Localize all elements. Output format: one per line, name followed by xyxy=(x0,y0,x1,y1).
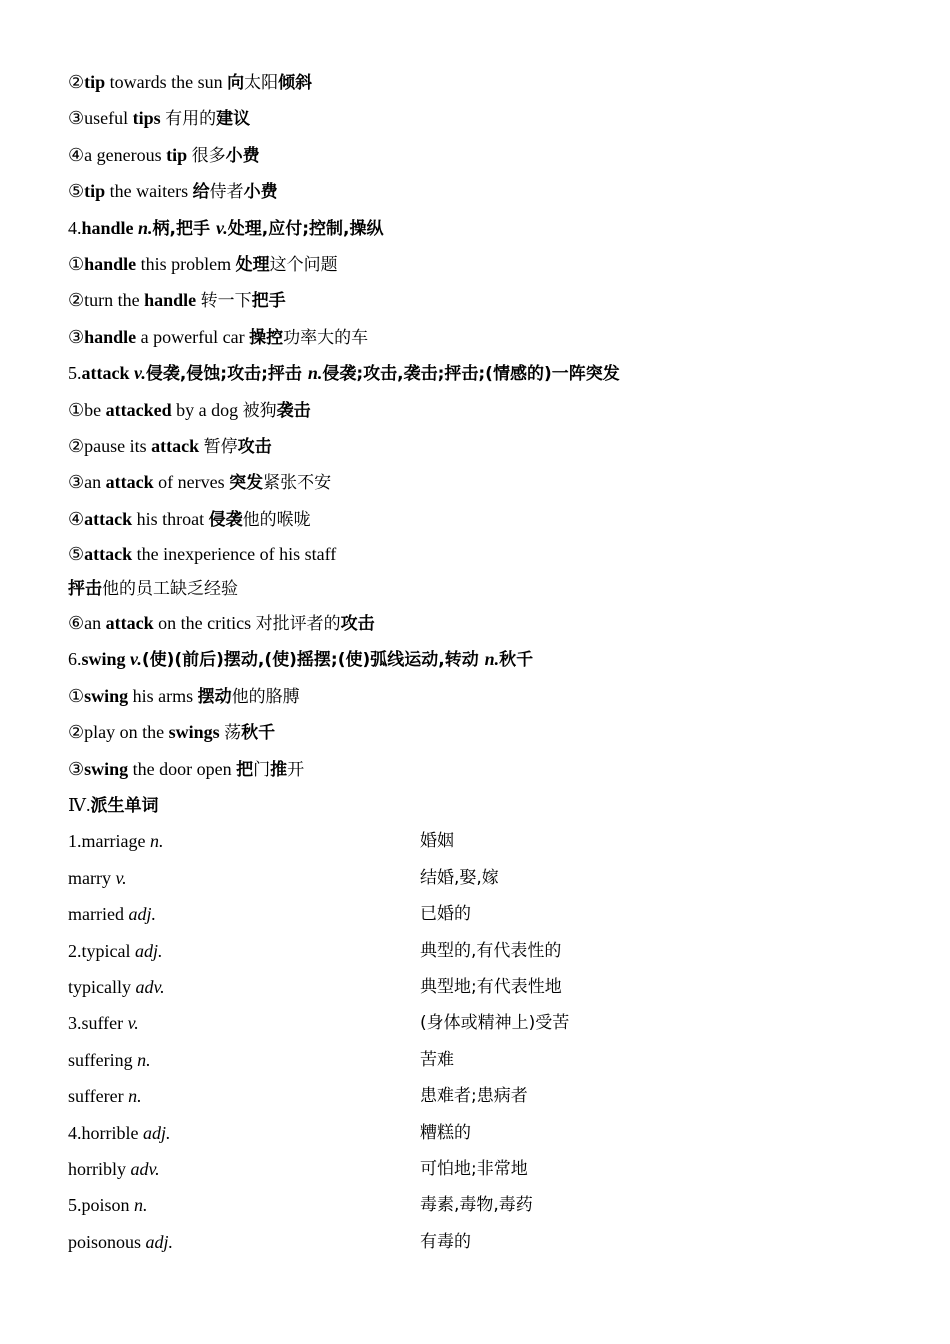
part-of-speech: adv. xyxy=(130,1158,160,1179)
derivative-meaning: 毒素,毒物,毒药 xyxy=(420,1195,533,1216)
text-run: 开 xyxy=(287,759,305,780)
text-run: 5. xyxy=(68,363,82,384)
text-run: 袭击 xyxy=(276,400,311,421)
text-run: 他的喉咙 xyxy=(242,509,311,530)
derivative-word: 4.horrible xyxy=(68,1122,143,1143)
text-line xyxy=(68,355,888,391)
text-run: 这个问题 xyxy=(269,254,338,275)
derivative-word: poisonous xyxy=(68,1231,146,1252)
derivative-row xyxy=(68,1042,888,1078)
text-run: ② xyxy=(68,72,85,92)
text-line xyxy=(68,678,888,714)
text-run: the waiters xyxy=(105,181,193,202)
text-run: 倾斜 xyxy=(278,73,313,93)
text-run: 操控 xyxy=(249,327,284,348)
text-line xyxy=(68,464,888,500)
derivative-row xyxy=(68,1187,888,1223)
text-line xyxy=(68,246,888,282)
text-run: 小费 xyxy=(243,182,278,203)
text-line xyxy=(68,428,888,464)
text-run: v. xyxy=(134,363,146,384)
text-run: 处理,应付;控制,操纵 xyxy=(227,218,384,239)
part-of-speech: n. xyxy=(134,1195,148,1216)
text-run: 小费 xyxy=(225,145,260,166)
text-run: n. xyxy=(307,363,323,384)
derivative-meaning: 糟糕的 xyxy=(420,1122,471,1143)
text-run: n. xyxy=(138,217,153,238)
text-run: 处理 xyxy=(235,254,270,275)
text-run: n. xyxy=(484,649,500,670)
text-run: on the critics xyxy=(153,613,256,634)
text-run: v. xyxy=(130,649,142,670)
text-run: attack xyxy=(151,435,200,456)
text-run: swing xyxy=(81,649,131,670)
text-run: 秋千 xyxy=(499,650,534,671)
text-run: tips xyxy=(132,108,161,129)
text-run: attack xyxy=(105,613,154,634)
text-run: ⑤ xyxy=(68,181,85,202)
text-run: attack xyxy=(84,508,133,529)
text-run: 6. xyxy=(68,649,82,670)
derivative-row xyxy=(68,1224,888,1260)
text-run: 突发 xyxy=(229,473,264,494)
derivative-row xyxy=(68,896,888,932)
part-of-speech: n. xyxy=(128,1086,142,1107)
text-run: attack xyxy=(81,363,134,384)
text-line xyxy=(68,501,888,537)
text-run: 转一下 xyxy=(200,291,252,312)
text-run: 侵袭;攻击,袭击;抨击;(情感的)一阵突发 xyxy=(322,364,620,385)
derivative-word: sufferer xyxy=(68,1086,129,1107)
text-run: by a dog xyxy=(171,399,243,420)
text-run: ③an xyxy=(68,472,106,493)
text-run: 攻击 xyxy=(340,614,375,635)
text-run: Ⅳ. xyxy=(68,795,91,816)
derivative-word: 5.poison xyxy=(68,1195,135,1216)
derivative-meaning: 婚姻 xyxy=(420,831,454,852)
text-run: ③useful xyxy=(68,108,133,129)
text-run: 柄,把手 xyxy=(152,218,216,239)
text-run: 暂停 xyxy=(203,436,238,457)
text-run: 给 xyxy=(192,182,210,203)
text-run: 把手 xyxy=(251,291,286,312)
derivative-row xyxy=(68,860,888,896)
derivative-meaning: 患难者;患病者 xyxy=(420,1086,528,1107)
text-run: ③ xyxy=(68,758,85,779)
text-run: 荡 xyxy=(224,723,242,744)
derivative-word-table xyxy=(68,823,888,1260)
text-run: the door open xyxy=(128,758,237,779)
text-run: the inexperience of his staff xyxy=(132,544,337,565)
text-run: a powerful car xyxy=(136,326,250,347)
text-run: 很多 xyxy=(191,145,226,166)
text-line xyxy=(68,173,888,209)
text-run: attacked xyxy=(105,399,172,420)
derivative-row xyxy=(68,823,888,859)
part-of-speech: adj. xyxy=(145,1231,174,1252)
text-line xyxy=(68,537,888,571)
text-line xyxy=(68,605,888,641)
derivative-row xyxy=(68,1151,888,1187)
text-run: ②play on the xyxy=(68,722,169,743)
text-run: ① xyxy=(68,253,85,274)
text-run: attack xyxy=(105,472,154,493)
text-run: 抨击 xyxy=(68,579,102,600)
text-run: 功率大的车 xyxy=(283,327,369,348)
derivative-row xyxy=(68,1115,888,1151)
part-of-speech: v. xyxy=(115,867,127,888)
part-of-speech: adv. xyxy=(135,976,165,997)
text-run: swing xyxy=(84,685,129,706)
text-line xyxy=(68,714,888,750)
text-run: 紧张不安 xyxy=(263,473,332,494)
text-run: 他的胳膊 xyxy=(231,686,300,707)
derivative-row xyxy=(68,1005,888,1041)
text-run: ②turn the xyxy=(68,290,145,311)
text-run: swing xyxy=(84,758,129,779)
text-line xyxy=(68,100,888,136)
text-run: 他的员工缺乏经验 xyxy=(102,579,238,600)
text-run: this problem xyxy=(136,253,236,274)
vocabulary-lines xyxy=(68,64,888,823)
derivative-row xyxy=(68,933,888,969)
derivative-word: suffering xyxy=(68,1049,138,1070)
derivative-meaning: 典型地;有代表性地 xyxy=(420,976,562,997)
text-run: tip xyxy=(84,72,106,92)
part-of-speech: n. xyxy=(137,1049,151,1070)
derivative-meaning: (身体或精神上)受苦 xyxy=(420,1013,570,1034)
text-line xyxy=(68,787,888,823)
derivative-word: 2.typical xyxy=(68,940,135,961)
text-run: v. xyxy=(215,217,228,238)
derivative-row xyxy=(68,969,888,1005)
text-line xyxy=(68,137,888,173)
text-line xyxy=(68,392,888,428)
text-run: tip xyxy=(84,181,106,202)
derivative-meaning: 有毒的 xyxy=(420,1231,471,1252)
text-run: 被狗 xyxy=(242,400,277,421)
derivative-word: typically xyxy=(68,976,136,997)
text-run: of nerves xyxy=(153,472,230,493)
text-line xyxy=(68,210,888,246)
text-line xyxy=(68,319,888,355)
derivative-meaning: 已婚的 xyxy=(420,904,471,925)
derivative-meaning: 结婚,娶,嫁 xyxy=(420,867,499,888)
text-run: ⑥an xyxy=(68,613,106,634)
text-line xyxy=(68,641,888,677)
text-run: ⑤ xyxy=(68,544,85,565)
text-run: 侵袭 xyxy=(208,509,243,530)
text-line xyxy=(68,751,888,787)
part-of-speech: n. xyxy=(149,831,164,852)
part-of-speech: adj. xyxy=(142,1122,171,1143)
derivative-meaning: 可怕地;非常地 xyxy=(420,1158,528,1179)
text-run: ②pause its xyxy=(68,435,152,456)
text-run: 门 xyxy=(253,759,271,780)
text-run: 侍者 xyxy=(209,182,244,203)
text-run: 推 xyxy=(270,759,288,780)
part-of-speech: adj. xyxy=(134,940,163,961)
text-run: ③ xyxy=(68,326,85,347)
text-run: 太阳 xyxy=(244,73,279,93)
text-line xyxy=(68,571,888,605)
text-run: tip xyxy=(166,144,188,165)
text-run: 建议 xyxy=(216,109,251,130)
derivative-word: horribly xyxy=(68,1158,131,1179)
text-run: 摆动 xyxy=(197,686,232,707)
text-run: attack xyxy=(84,544,133,565)
text-run: 向 xyxy=(227,73,245,93)
derivative-row xyxy=(68,1078,888,1114)
text-run: 有用的 xyxy=(165,109,217,130)
derivative-word: 1.marriage xyxy=(68,831,150,852)
text-run: ①be xyxy=(68,399,106,420)
text-run: handle xyxy=(84,326,137,347)
derivative-word: 3.suffer xyxy=(68,1013,128,1034)
derivative-meaning: 苦难 xyxy=(420,1049,454,1070)
text-run: towards the sun xyxy=(105,72,228,92)
part-of-speech: adj. xyxy=(128,904,156,925)
document-page xyxy=(68,64,888,1260)
text-run: ④a generous xyxy=(68,144,167,165)
derivative-meaning: 典型的,有代表性的 xyxy=(420,940,562,961)
text-run: handle xyxy=(81,217,139,238)
text-run: swings xyxy=(168,722,220,743)
text-run: handle xyxy=(144,290,197,311)
text-run: (使)(前后)摆动,(使)摇摆;(使)弧线运动,转动 xyxy=(141,650,485,671)
text-line xyxy=(68,282,888,318)
text-run: ① xyxy=(68,685,85,706)
text-run: 把 xyxy=(236,759,254,780)
text-run: 派生单词 xyxy=(90,796,159,817)
text-line xyxy=(68,64,888,100)
text-run: handle xyxy=(84,253,137,274)
text-run: 4. xyxy=(68,217,82,238)
text-run: his arms xyxy=(128,685,198,706)
text-run: ④ xyxy=(68,508,85,529)
part-of-speech: v. xyxy=(127,1013,139,1034)
text-run: 秋千 xyxy=(241,723,276,744)
derivative-word: marry xyxy=(68,867,116,888)
text-run: 攻击 xyxy=(237,436,272,457)
derivative-word: married xyxy=(68,904,129,925)
text-run: 侵袭,侵蚀;攻击;抨击 xyxy=(145,364,308,385)
text-run: 对批评者的 xyxy=(255,614,341,635)
text-run: his throat xyxy=(132,508,209,529)
